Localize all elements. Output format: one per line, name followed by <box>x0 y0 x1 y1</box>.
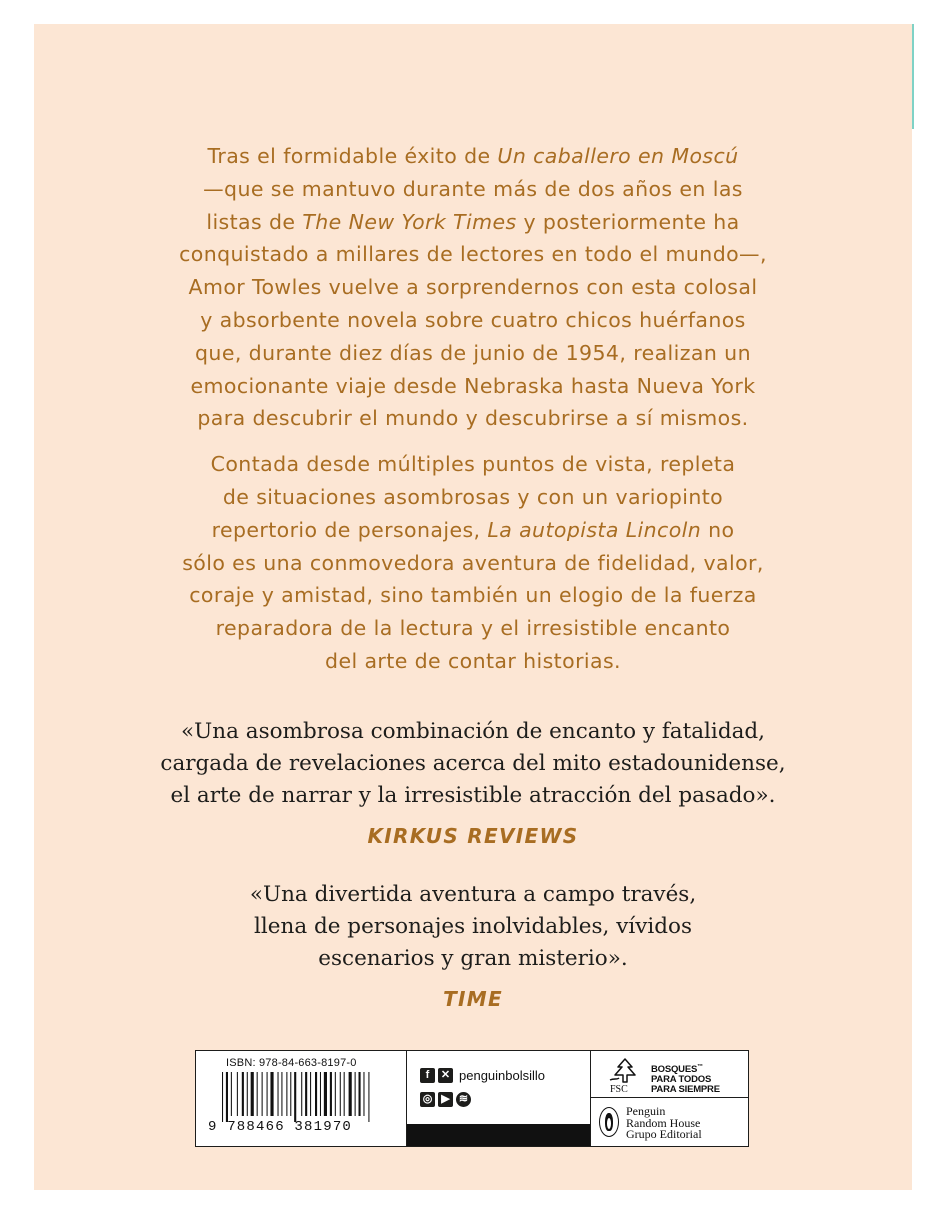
barcode-image <box>222 1072 380 1122</box>
fsc-slogan-line: BOSQUES™ <box>651 1064 703 1076</box>
quote-line: «Una divertida aventura a campo través, <box>249 882 697 907</box>
review-quote-1 <box>34 716 912 812</box>
black-bar <box>407 1124 590 1146</box>
review-source-1: KIRKUS REVIEWS <box>367 824 579 848</box>
social-row-1 <box>420 1068 545 1083</box>
synopsis-line: reparadora de la lectura y el irresistible encanto <box>215 616 731 641</box>
barcode-digits: 9 788466 381970 <box>208 1119 353 1135</box>
fsc-label: FSC <box>610 1084 628 1095</box>
instagram-icon: ◎ <box>420 1092 435 1107</box>
book-title: La autopista Lincoln <box>487 517 702 542</box>
synopsis-line: y absorbente novela sobre cuatro chicos huérfanos <box>200 307 746 332</box>
publisher-line: Random House <box>626 1115 701 1130</box>
quote-line: «Una asombrosa combinación de encanto y fatalidad, <box>180 719 765 744</box>
publisher-line: Penguin <box>626 1104 666 1118</box>
book-title: Un caballero en Moscú <box>497 144 739 168</box>
synopsis-line: Tras el formidable éxito de Un caballero en Moscú <box>207 144 739 168</box>
spine-edge <box>912 24 914 129</box>
synopsis-line: sólo es una conmovedora aventura de fidelidad, valor, <box>182 550 764 575</box>
social-handle: penguinbolsillo <box>459 1068 546 1083</box>
social-row-2 <box>420 1092 471 1107</box>
review-source-2: TIME <box>443 987 503 1011</box>
synopsis-line: del arte de contar historias. <box>325 648 621 673</box>
book-title: The New York Times <box>302 209 517 234</box>
penguin-logo-icon <box>599 1107 619 1137</box>
synopsis-line: Contada desde múltiples puntos de vista, repleta <box>210 452 736 477</box>
fsc-slogan <box>651 1062 720 1095</box>
synopsis-line: emocionante viaje desde Nebraska hasta Nueva York <box>190 373 756 398</box>
fsc-slogan-line: PARA SIEMPRE <box>651 1084 720 1096</box>
publisher-name <box>626 1106 702 1141</box>
synopsis-line: Amor Towles vuelve a sorprendernos con esta colosal <box>188 275 758 300</box>
fsc-panel <box>591 1051 748 1098</box>
fsc-slogan-line: PARA TODOS <box>651 1074 712 1086</box>
quote-line: cargada de revelaciones acerca del mito estadounidense, <box>160 751 786 776</box>
fsc-tree-icon <box>607 1057 643 1085</box>
quote-line: el arte de narrar y la irresistible atracción del pasado». <box>170 783 776 808</box>
isbn-text: ISBN: 978-84-663-8197-0 <box>226 1057 357 1069</box>
synopsis-line: para descubrir el mundo y descubrirse a sí mismos. <box>197 406 749 431</box>
synopsis <box>34 140 912 678</box>
publisher-panel <box>591 1098 748 1146</box>
facebook-icon: f <box>420 1068 435 1083</box>
synopsis-paragraph-1 <box>34 140 912 435</box>
barcode-panel <box>196 1051 407 1146</box>
synopsis-line: repertorio de personajes, La autopista Lincoln no <box>211 517 735 542</box>
synopsis-line: —que se mantuvo durante más de dos años en las <box>203 176 743 201</box>
youtube-icon: ▶ <box>438 1092 453 1107</box>
x-icon: ✕ <box>438 1068 453 1083</box>
synopsis-line: que, durante diez días de junio de 1954, realizan un <box>195 340 751 365</box>
info-box <box>195 1050 749 1147</box>
quote-line: llena de personajes inolvidables, vívidos <box>254 914 692 939</box>
social-panel <box>407 1051 591 1146</box>
synopsis-line: listas de The New York Times y posteriormente ha <box>206 209 740 234</box>
synopsis-line: de situaciones asombrosas y con un variopinto <box>222 484 724 509</box>
synopsis-paragraph-2 <box>34 448 912 678</box>
synopsis-line: conquistado a millares de lectores en todo el mundo—, <box>179 242 767 267</box>
review-quote-2 <box>34 879 912 975</box>
synopsis-line: coraje y amistad, sino también un elogio de la fuerza <box>189 583 757 608</box>
publisher-line: Grupo Editorial <box>626 1127 702 1141</box>
spotify-icon: ≋ <box>456 1092 471 1107</box>
quote-line: escenarios y gran misterio». <box>318 946 628 971</box>
